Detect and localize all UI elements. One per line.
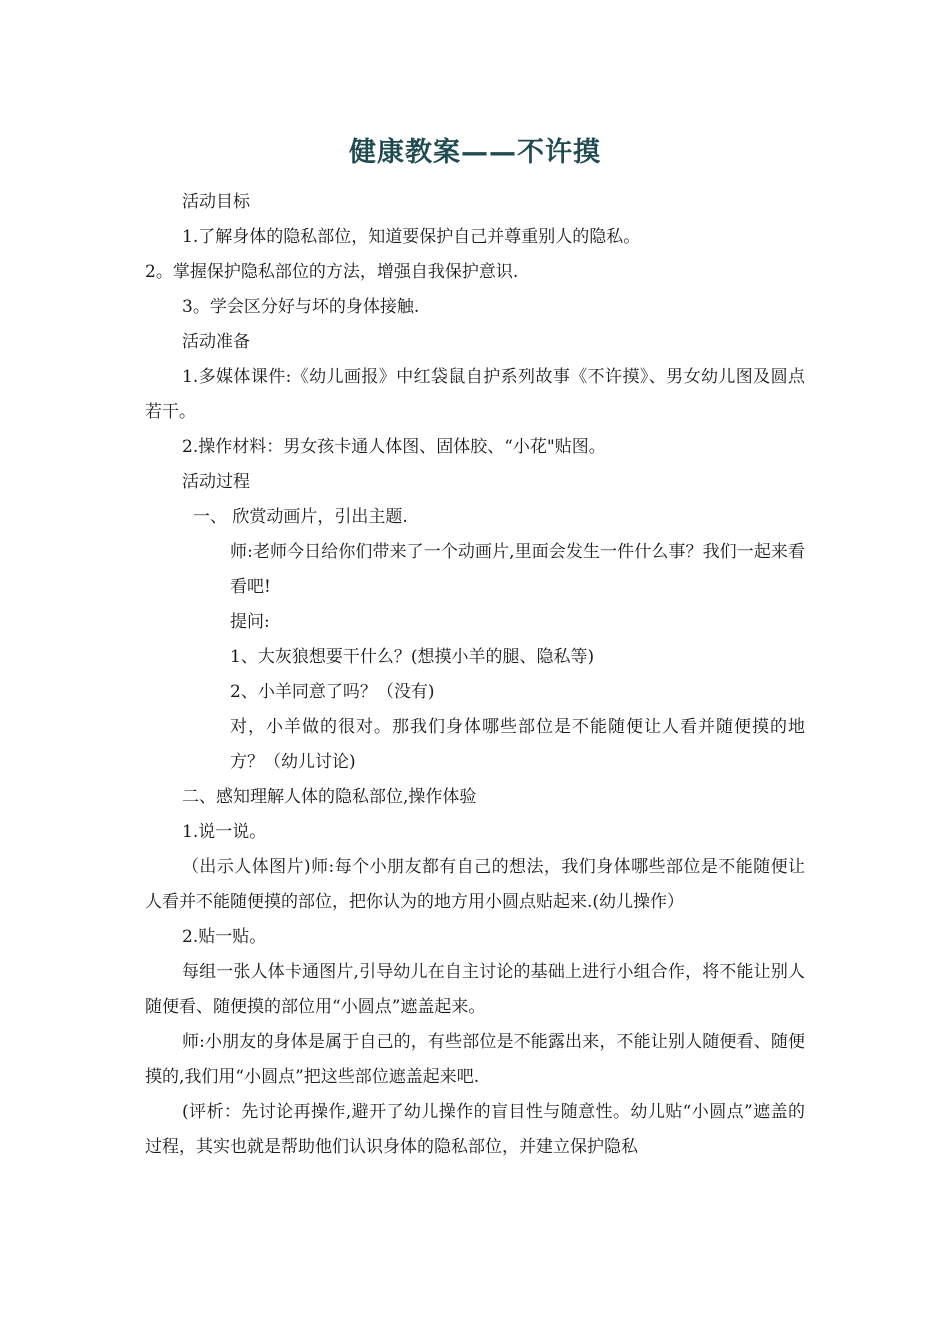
paragraph: 1.说一说。 <box>182 822 267 842</box>
paragraph: 3。学会区分好与坏的身体接触. <box>182 297 420 317</box>
section-heading: 二、感知理解人体的隐私部位,操作体验 <box>182 787 477 807</box>
paragraph: 2。掌握保护隐私部位的方法，增强自我保护意识. <box>145 262 519 282</box>
page-title: 健康教案——不许摸 <box>349 137 601 168</box>
paragraph: 提问: <box>230 612 270 632</box>
paragraph: 师:小朋友的身体是属于自己的，有些部位是不能露出来，不能让别人随便看、随便摸的,我们用“小圆点”把这些部位遮盖起来吧. <box>145 1032 805 1087</box>
document-body <box>145 185 805 1165</box>
section-heading: 一、 欣赏动画片，引出主题. <box>193 507 408 527</box>
paragraph: 2.操作材料：男女孩卡通人体图、固体胶、“小花"贴图。 <box>182 437 606 457</box>
heading-activity-preparation: 活动准备 <box>182 332 250 352</box>
paragraph: 2、小羊同意了吗？（没有) <box>230 682 435 702</box>
paragraph: (评析：先讨论再操作,避开了幼儿操作的盲目性与随意性。幼儿贴“小圆点”遮盖的过程，其实也就是帮助他们认识身体的隐私部位，并建立保护隐私 <box>145 1102 805 1157</box>
paragraph: 每组一张人体卡通图片,引导幼儿在自主讨论的基础上进行小组合作，将不能让别人随便看、随便摸的部位用“小圆点”遮盖起来。 <box>145 962 805 1017</box>
heading-activity-goals: 活动目标 <box>182 192 250 212</box>
paragraph: 1.了解身体的隐私部位，知道要保护自己并尊重别人的隐私。 <box>182 227 641 247</box>
paragraph: 2.贴一贴。 <box>182 927 267 947</box>
paragraph: 对，小羊做的很对。那我们身体哪些部位是不能随便让人看并随便摸的地方？（幼儿讨论) <box>230 717 805 772</box>
paragraph: 1、大灰狼想要干什么？(想摸小羊的腿、隐私等) <box>230 647 595 667</box>
paragraph: 1.多媒体课件:《幼儿画报》中红袋鼠自护系列故事《不许摸》、男女幼儿图及圆点若干。 <box>145 367 805 422</box>
heading-activity-process: 活动过程 <box>182 472 250 492</box>
paragraph: 师:老师今日给你们带来了一个动画片,里面会发生一件什么事？我们一起来看看吧! <box>230 542 805 597</box>
paragraph: （出示人体图片)师:每个小朋友都有自己的想法，我们身体哪些部位是不能随便让人看并不能随便摸的部位，把你认为的地方用小圆点贴起来.(幼儿操作） <box>145 857 805 912</box>
